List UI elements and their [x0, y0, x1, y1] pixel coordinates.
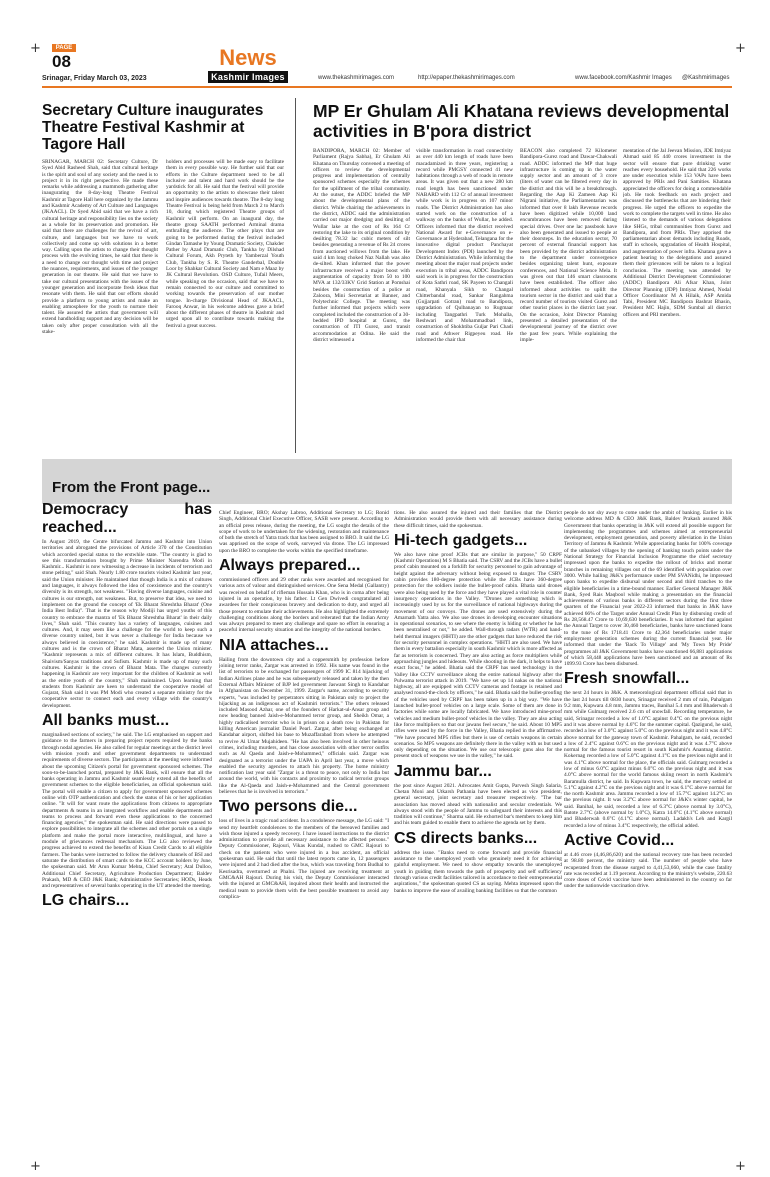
- jump-text: Chief Engineer, BRO; Akshay Labroo, Additional Secretary to LG; Ronid Singh, Additional Chief Executive Officer, SASB were present. According to an official press release, during the meeting, the LG sought the details of the scope of work to be undertaken for the widening, restoration and maintenance of both the stretch of Yatra track that has been assigned to BRO. It said the LG was apprised on the scope of work, surveyed via drone. The LG impressed upon the BRO to complete the works within the specified timeframe.: [219, 510, 389, 554]
- story-text: holders and processes will be made easy to facilitate them in every possible way. He further said that our efforts in the Culture department need to be all inclusive and talent and hard work should be the yardstick for all. He said that the festival will provide an opportunity to the artists to showcase their talent and inspire audiences towards theatre. The 8-day long Theatre Festival is being held from March 2 to March 10, during which registered Theatre groups of Kashmir will perform. On an inaugural day, the theatre group SAATH performed Arminal drama enthralling the audience. The other plays that are going to be performed during the festival included Gindan Tamashe by Young Dramatic Society, Chakder Pather by Azad Dramatic Club, Tankha by Dilshad Cultural Forum, Akh Pryteth by Yamberzal Youth Club, Tankha by S. R. Theatre Ganderbal, Double Loor by Shahkar Cultural Society and Nam e Maaz by JK Cultural Revolution. OSD Culture, Tufail Meers, while speaking on the occasion, said that we have to remain connected to our culture and committed to working towards the preservation of our mother tongue. In-charge Divisional Head of JKAACL, Farooq Anwar, in his welcome address gave a brief about the different phases of theatre in Kashmir and urged upon all to contribute towards making the festival a great success.: [166, 159, 284, 329]
- jump-text: people do not shy away to come under the ambit of banking. Earlier in his welcome address MD & CEO J&K Bank, Baldev Prakash assured J&K Government that banks operating in J&K will extend all possible support for implementing the programmes and schemes aimed at entrepreneurial development, employment generation, and poverty alleviation in the Union Territory of Jammu & Kashmir. While appreciating banks for 100% coverage of the unbanked villages by the opening of banking touch points under the National Strategy for Financial Inclusion Programme the chief secretary impressed upon the banks to expedite the rollout of bricks and mortar branches in remaining villages out of the 69 identified with population over 3000. While hailing J&K's performance under PM SVANidhi, he impressed upon banks to expedite disbursal under second and third tranches to the eligible beneficiaries in a time-bound manner. Earlier General Manager J&K Bank, Syed Rais Maqbool while making a presentation on the financial achievements of various banks in different sectors during the first three quarters of the Financial year 2022-23 informed that banks in J&K have achieved 66% of the Target under Annual Credit Plan by disbursing credit of Rs 28,568.47 Crore to 10,69,630 beneficiaries. It was informed that against the Annual Target to cover 30,460 beneficiaries, banks have sanctioned loans to the tune of Rs 1718.41 Crore to 42,364 beneficiaries under major employment generation schemes during the current financial year. He informed that under the 'Back To Village' and 'My Town My Pride' programmes all J&K Government banks have sanctioned 66,881 applications of which 58,448 applications have been sanctioned and an amount of Rs 1099.93 Crore has been disbursed.: [564, 510, 732, 668]
- jump-text: loss of lives in a tragic road accident. In a condolence message, the LG said: "I send my heartfelt condolences to the members of the bereaved families and wish those injured a speedy recovery. I have issued instructions to the district administration to provide all necessary assistance to the affected persons." Deputy Commissioner, Rajouri, Vikas Kundal, rushed to GMC Rajouri to check on the patients who were injured in a bus accident, an official spokesman said. He said that until the latest reports came in, 12 passengers were injured and 2 had died after the bus, which was traveling from Budhal to Kesrisadra, overturned at Phalni. The injured are receiving treatment at GMC&AH Rajouri. During his visit, the Deputy Commissioner interacted with the injured at GMC&AH, inquired about their health and instructed the medical team to provide them with the best possible treatment to avoid any complica-: [219, 818, 389, 900]
- header-rule: [42, 86, 732, 88]
- epaper-link[interactable]: http://epaper.thekashmirimages.com: [418, 75, 515, 81]
- registration-mark: +: [30, 41, 41, 56]
- jump-headline: Fresh snowfall...: [564, 670, 690, 688]
- jump-text: We also have nine proof JCBs that are similar in purpose," 50 CRPF (Kashmir Operations) M S Bhatia said. The CSRV and the JCBs have a bullet proof cabin mounted on a forklift for security personnel to gain advantage of height against the adversary without being exposed to danger. The CSRV cabin provides 180-degree protection while the JCBs have 360-degree protection for the soldiers inside the bullet-proof cabin. Bhatia said drones were also being used by the force and they have played a vital role in counter insurgency operations in the Valley. "Drones are something which is increasingly used by us for the surveillance of national highways during the movement of our convoys. The drones are used extensively during the Amarnath Yatra also. We also use drones in developing encounter situations in operational scenarios, to see where the enemy is hiding or whether he has been neutralised or not," he added. Wall-through radars (WTR) and hand-held thermal imagers (HHTI) are the other gadgets that have reduced the risk for security personnel in complex operations. "HHTI are also used. We have them in every battalion especially in south Kashmir which is more affected as far as terrorism is concerned. They are also acting as force multipliers while approaching jungles and hideouts. While shooting in the dark, it helps to have exact focus," he added. Bhatia said the CRPF has used technology in the Valley like CCTV surveillance along the entire national highway after the Pulwama terrorist attack in 2019. "We have set up 14 nakas on the national highway, all are equipped with CCTV cameras and footage is retained and analysed round-the-clock by officers," he said. Bhatia said the bullet-proofing of the vehicles used by CRPF has been taken up in a big way. "We have launched bullet-proof vehicles on a large scale. Some of them are done in factories while some are locally fabricated. We have introduced mine-proof vehicles and medium bullet-proof vehicles in the valley. They are also acting like force multipliers so that our jawans feel secure," he said. About 10 MP5 rifles were used by the force in the Valley, Bhatia replied in the affirmative. "We have procured MP5 rifles but there is use of certain weapons in certain scenarios. So MP5 weapons are definitely there in the valley with us but used only depending on the situation. We use our telescopic guns also for the present stock of weapons we use in the valley," he said.: [394, 551, 562, 760]
- jump-column: [42, 498, 212, 1160]
- jump-text: In August 2019, the Centre bifurcated Jammu and Kashmir into Union territories and abrogated the provisions of Article 370 of the Constitution which accorded special status to the erstwhile state. "The country is glad to see this transformation brought by Prime Minister Narendra Modi in Kashmir... Kashmir is now witnessing a decrease in incidents of terrorism and stone pelting," said Shah. Nearly 1.80 crore tourists visited Kashmir last year, said the Union minister. He maintained that though India is a mix of cultures and languages, it always followed the idea of coexistence and the country's diversity is its strength, not weakness. "Having diverse languages, cuisine and cultures is our strength, not weakness. But, to preserve that idea, we need to implement on the ground the concept of 'Ek Bharat Shreshtha Bharat' (One India Best India)". That is the reason why Modiji has urged youths of this country to embrace the mantra of 'Ek Bharat Shreshtha Bharat' in their daily lives," Shah said. "This country has a variety of languages, cuisines and cultures. And, it may seem like a challenge for the world to keep such a diverse country united, but it was never a challenge for India because we always believed in coexistence," he said. Kashmir is made up of many cultures and is the crown of Bharat Mata, asserted the Union minister. "Kashmir represents a mix of different cultures. It has Islam, Buddhism, Shaivism/Sanyas traditions and Sufism. Kashmir is made up of many such cultures. Kashmir is the crown of Bharat Mata. The changes currently happening in Kashmir are very important for the children of Kashmir as well as the entire youth of the country," Shah maintained. Upon learning that students from Kashmir are keen to understand the cooperative model of Gujarat, Shah said it was PM Modi who created a separate ministry for the cooperative sector to connect each and every village with the country's development.: [42, 539, 212, 709]
- jump-headline: Active Covid...: [564, 831, 675, 849]
- story-column: [166, 159, 284, 449]
- jump-headline: Democracy has reached...: [42, 501, 212, 536]
- registration-mark: +: [30, 1159, 41, 1174]
- dateline: Srinagar, Friday March 03, 2023: [42, 75, 147, 82]
- registration-mark: +: [735, 1159, 746, 1174]
- website-link[interactable]: www.thekashmirimages.com: [318, 75, 395, 81]
- jump-column: [564, 510, 732, 1160]
- jump-headline: NIA attaches...: [219, 636, 329, 654]
- jump-text: the post since August 2021. Advocates Amit Gupta, Parvesh Singh Salaria, Chetan Moni and Utkarsh Pathania have been elected as vice president, general secretary, joint secretary and treasurer respectively. "The bar association has moved ahead with nationalist and secular credentials. We always stood with the people of Jammu to safeguard their interests and this tradition will continue," Sharma said. He exhorted bar's members to keep him and his team guided to enable them to achieve the agenda set by them.: [394, 782, 562, 827]
- jump-text: commissioned officers and 29 other ranks were awarded and recognised for various acts of valour and distinguished services. One Sena Medal (Gallantry) was received on behalf of rifleman Hussain Khan, who is in coma after being injured in an operation, by his father. Lt Gen Dwivedi congratulated all awardees for their conspicuous bravery and dedication to duty, and urged all those present to emulate their achievements. He also highlighted the extremely challenging conditions along the borders and reiterated that the Indian Army was always prepared to meet any challenge and spare no effort in ensuring a peaceful internal security situation and the integrity of the national borders.: [219, 577, 389, 634]
- story-text: BANDIPORA, MARCH 02: Member of Parliament (Rajya Sabha), Er Ghulam Ali Khatana on Thursday convened a meeting of officers to review the developmental progress and implementation of centrally sponsored schemes especially the schemes for the upliftment of the tribal community. At the outset, the ADDC briefed the MP about the developmental plans of the district. While chairing the achievements in the district, ADDC said the administration carried out major dredging and desilting of Wullar lake at the cost of Rs 164 Cr restoring the lake to its original condition by desilting 78.32 lac cubic meters of silt besides generating a revenue of Rs 24 crores from auctioned willows from the lake. He said 4 km long choked Naz Nallah was also de-silted. Khan informed that the power infrastructure received a major boost with augmentation of capacity from 50 to 100 MVA at 132/33KV Grid Station at Pomshai besides the construction of a police at Zaloora, Mini Secretariat at Banner, and Polytechnic College. The meeting was further informed that projects which were completed included the construction of a 30-bedded IPD hospital at Gurez, the construction of ITI Gurez, and transit accommodation at Odina. He said the district witnessed a: [313, 148, 410, 343]
- page-label: PAGE: [52, 44, 76, 52]
- jump-text: Hailing from the downtown city and a coppersmith by profession before joining terror ranks, Zargar was arrested in 1992. His name was found in the list of terrorists to be exchanged for passengers of 1999 IC 814 hijacking of Indian Airlines plane and he was subsequently released and taken by the then External Affairs Minister of BJP led government Jaswant Singh to Kandahar in Afghanistan on December 31, 1999. Zargar's name, according to security experts, "was included by perpetrators sitting in Pakistan only to project the hijacking as an indigenous act of Kashmiri terrorists." The others released included Masood Azhar, one of the founders of Harkat-ul-Ansar group and now heading banned Jaish-e-Mohammed terror group, and Sheikh Omar, a highly radicalised terrorist who is in prison on a death row in Pakistan for killing American journalist Daniel Pearl. Zargar, after being exchanged at Kandahar airport, shifted his base to Muzaffarabad from where he attempted to revive Al Umar Mujahideen. "He has also been involved in other heinous crimes, including murders, and has close association with other terror outfits such as Al Qaeda and Jaish-e-Mohammed," officials said. Zargar was designated as a terrorist under the UAPA in April last year, a move which enabled the security agencies to attach his property. The home ministry notification last year said "Zargar is a threat to peace, not only to India but around the world, with his contacts and proximity to radical terrorist groups like the Al-Qaeda and Jaish-e-Mohammed and the Central government believes that he is involved in terrorism.": [219, 656, 389, 795]
- story-text: mentation of the Jal Jeevan Mission, JDE Imtiyaz Ahmad said 85 440 crores investment in the sector will ensure that pure drinking water reaches every household. He said that 226 works are under execution while 153 VAPs have been approved by PRIs and Pani Samities. Khatana appreciated the officers for doing a commendable job. He took feedback on each project and discussed the bottlenecks that are hindering their progress. He urged the officers to expedite the work to complete the targets well in time. He also listened to the demands of various delegations like SHGs, tribal communities from Gurez and Bandipora, and from PRIs. They apprised the parliamentarian about demands including Roads, staff in schools, upgradation of Health Hospital, and augmentation of power infra. Khatana gave a patient hearing to the delegations and assured them their grievances will be taken to a logical conclusion. The meeting was attended by Additional District Development Commissioner (ADDC) Bandipora Ali Afsar Khan, Joint Director Planning (JDP) Imtiyaz Ahmed, Nodal Officer Coordinator M A Hilaik, ASP Amida Tabi, President MC Bandipora Bashrat Bhasin, President MC Hajin, SDM Sumbal all district officers and PRI members.: [623, 148, 731, 318]
- story-column: [623, 148, 731, 450]
- section-name: News: [219, 45, 277, 70]
- story-headline: Secretary Culture inaugurates Theatre Festival Kashmir at Tagore Hall: [42, 102, 264, 153]
- story-column: [42, 159, 158, 449]
- section-title: From the Front page...: [52, 479, 211, 496]
- story-column: [520, 148, 617, 450]
- story-column: [416, 148, 513, 450]
- jump-column: [219, 510, 389, 1160]
- jump-headline: LG chairs...: [42, 892, 130, 910]
- story-column: [313, 148, 410, 450]
- column-divider: [295, 98, 296, 453]
- jump-headline: Jammu bar...: [394, 762, 492, 780]
- twitter-link[interactable]: @Kashmirimages: [682, 75, 730, 81]
- jump-text: tions. He also assured the injured and their families that the District Administration would provide them with all necessary assistance during these difficult times, said the spokesman.: [394, 510, 562, 529]
- jump-headline: Always prepared...: [219, 557, 361, 575]
- story-text: BEACON also completed 72 Kilometer Bandipora-Gurez road and Dawar-Chakwali road. ADDC informed the MP that huge infrastructure is coming up in the water supply sector and an amount of 3 crore (liters of water can be filtered every day in the district and this will be a breakthrough. Regarding the Aap Ki Zameen Aap Ki Nigrani initiative, the Parliamentarian was informed that over 8 lakh Revenue records have been digitized while 10,000 land encumbrances have been removed during special drives. Over one lac passbook have also been generated and issued to people at their doorsteps. In the education sector, 70 percent of external financial support has been provided by the district administration to the department under convergence besides organizing talent hunt, exposure conferences, and National Science Mela. It was given out that 146 smart classrooms have been established. The officer also informed about activities to uplift the tourism sector in the district and said that a record number of tourists visited Gurez and other tourist places in the district last year. On the occasion, Joint Director Planning presented a detailed presentation of the developmental journey of the district over the past few years. While explaining the imple-: [520, 148, 617, 343]
- jump-headline: All banks must...: [42, 712, 170, 730]
- brand-name: Kashmir Images: [208, 71, 288, 83]
- story-headline: MP Er Ghulam Ali Khatana reviews developmental activities in B'pora district: [313, 101, 730, 141]
- facebook-link[interactable]: www.facebook.com/Kashmir Images: [575, 75, 672, 81]
- jump-column: [394, 510, 562, 1160]
- page-number: 08: [52, 52, 71, 71]
- jump-headline: Hi-tech gadgets...: [394, 531, 528, 549]
- masthead: [208, 45, 288, 83]
- registration-mark: +: [735, 41, 746, 56]
- jump-headline: CS directs banks...: [394, 829, 538, 847]
- jump-text: at 4.46 crore (4,46,86,620) and the national recovery rate has been recorded at 98.80 percent, the ministry said. The number of people who have recuperated from the disease surged to 4,41,53,660, while the case fatality rate was recorded at 1.19 percent. According to the ministry's website, 220.63 crore doses of Covid vaccine have been administered in the country so far under the nationwide vaccination drive.: [564, 851, 732, 890]
- story-text: visible transformation in road connectivity as over 440 km length of roads have been macadamized in three years, registering a record while PMGSY connected 41 new habitations through a web of roads in remote areas. It was given out that a new 280 km road length has been sanctioned under NABARD with 112 Cr of annual investment while work is in progress on 107 minor roads. The District Administration has also started work on the construction of a walkway on the banks of Wullar, he added. Officers informed that the district received National Award for e-Governance on e-Governance at Hyderabad, Telangana for the innovative digital product Panchayat Development Index (PDI) launched by the District Administration. While informing the meeting about the major road projects under execution in tribal areas, ADDC Bandipora said work is in progress for the construction of Kota Sathri road, SK Payeen to Changali road, Khanyala Sikh to Changal Chitterbandal road, Sankar Rangahma (Gujjarpati Gotran) road to Bandipora, upgradation of Qulbanayan to Rugmaar including Tangpathri Turk Mohalla, Reshwari and Mohammadbad link, construction of Shokhtiba Guljar Pari Chadi road and Athwer Rigpeyeu road. He informed the chair that: [416, 148, 513, 343]
- jump-text: the next 24 hours in J&K. A meteorological department official said that in the last 24 hours till 0830 hours, Srinagar received 2 mm of rain, Pahalgam 9.2 mm, Kupwara 4.8 mm, Jammu traces, Banihal 5.4 mm and Bhaderwah 4 mm while Gulmarg received 2.6 cm of snowfall. Recording temperature, he said, Srinagar recorded a low of 1.0°C against 0.4°C on the previous night and it was above normal by 4.6°C for the summer capital. Qazigund, he said, recorded a low of 3.0°C against 5.0°C on the previous night and it was 4.8°C above normal for the gateway town of Kashmir. Pahalgam, he said, recorded a low of 2.4°C against 0.6°C on the previous night and it was 4.7°C above normal for the famous tourist resort in south Kashmir's Anantnag district. Kokernag recorded a low of 5.0°C against 4.1°C on the previous night and it was 4.1°C above normal for the place, the officials said. Gulmarg recorded a low of minus 6.0°C against minus 6.0°C on the previous night and it was 4.0°C above normal for the world famous skiing resort in north Kashmir's Baramulla district, he said. In Kupwara town, he said, the mercury settled at 5.1°C against 4.2°C on the previous night and it was 6.1°C above normal for the north Kashmir area. Jammu recorded a low of 15.7°C against 14.2°C on the previous night. It was 3.2°C above normal for J&K's winter capital, he said. Banihal, he said, recorded a low of 6.3°C (above normal by 3.0°C), Batote 2.7°C (above normal by 1.0°C), Katra 14.6°C (4.1°C above normal) and Bhaderwah 0.6°C (4.1°C above normal). Ladakh's Leh and Kargil recorded a low of minus 3.4°C respectively, the official added.: [564, 690, 732, 829]
- jump-text: address the issue. "Banks need to come forward and provide financial assistance to the unemployed youth who genuinely need it for achieving gainful employment. We need to show empathy towards the unemployed youth in guiding them towards the path of prosperity and self sufficiency through various credit facilities tailored in accordance to their entrepreneurial aspirations," the spokesman quoted CS as saying. Mehta impressed upon the banks to improve the ease of availing banking facilities so that the common: [394, 849, 562, 894]
- jump-headline: Two persons die...: [219, 798, 358, 816]
- jump-text: marginalised sections of society," he said. The LG emphasised on support and guidance to the farmers in preparing project reports required by the banks through nodal agencies. He also called for regular meetings at the district level with mission youth and other government departments to understand requirements of diverse sectors. The participants at the meeting were informed about the upcoming Citizen's portal for government sponsored schemes. The soon-to-be-launched portal, prepared by J&K Bank, will ensure that all the banks operating in Jammu and Kashmir seamlessly extend all the benefits of government schemes to the eligible beneficiaries, an official spokesman said. The portal will enable a citizen to apply for government sponsored schemes online with OTP authentication and check the status of his or her application online. "It will for want route the applications from citizens to appropriate departments & teams in an integrated workflow and enable departments and teams to process and forward even these applications to the concerned financing agencies," the spokesman said. He said directions were passed to explore possibilities to integrate all the schemes and other portals on a single platform and make the portal more interactive, multilingual, and have a module of grievances redressal mechanism. The LG also reviewed the progress achieved to extend the benefits of Kisan Credit Cards to all eligible farmers. The banks were instructed to follow the delivery channels of BSI and saturate the distribution of smart cards to the KCC account holders by June, the spokesman said. Mr Arun Kumar Mehta, Chief Secretary; Atal Dulloo, Additional Chief Secretary, Agriculture Production Department; Baldev Prakash, MD & CEO J&K Bank; Administrative Secretaries; HODs, Heads and representatives of several banks operating in the UT attended the meeting.: [42, 732, 212, 890]
- story-text: SRINAGAR, MARCH 02: Secretary Culture, Dr Syed Abid Rasheed Shah, said that cultural heritage is the spirit and soul of any society and the need is to project it in its right perspective. He made these remarks while addressing a mammoth gathering after inaugurating the 8-day-long Theatre Festival Kashmir at Tagore Hall here organized by the Jammu and Kashmir Academy of Art Culture and Languages (JKAACL). Dr Syed Abid said that we have a rich cultural heritage and responsibility lies on the society as a whole for its preservation and promotion. He said that there are challenges for the revival of art, culture, and languages but we have to work collectively and come up with solutions in a better way. Calling upon the artists to change their thought process with the evolving times, he said that there is a need to change our thought with time and project the nuances, requirements, and issues of the younger generation in our theatre. He said that we have to take our cultural presentations with the issues of the younger generation and incorporate fresh ideas that resonate with them. He said that our efforts should provide a platform to young artists and make an enabling atmosphere for the youth to nurture their talent. He assured the artists that government will extend handholding support and any decision will be taken only after proper consultation with all the stake-: [42, 159, 158, 336]
